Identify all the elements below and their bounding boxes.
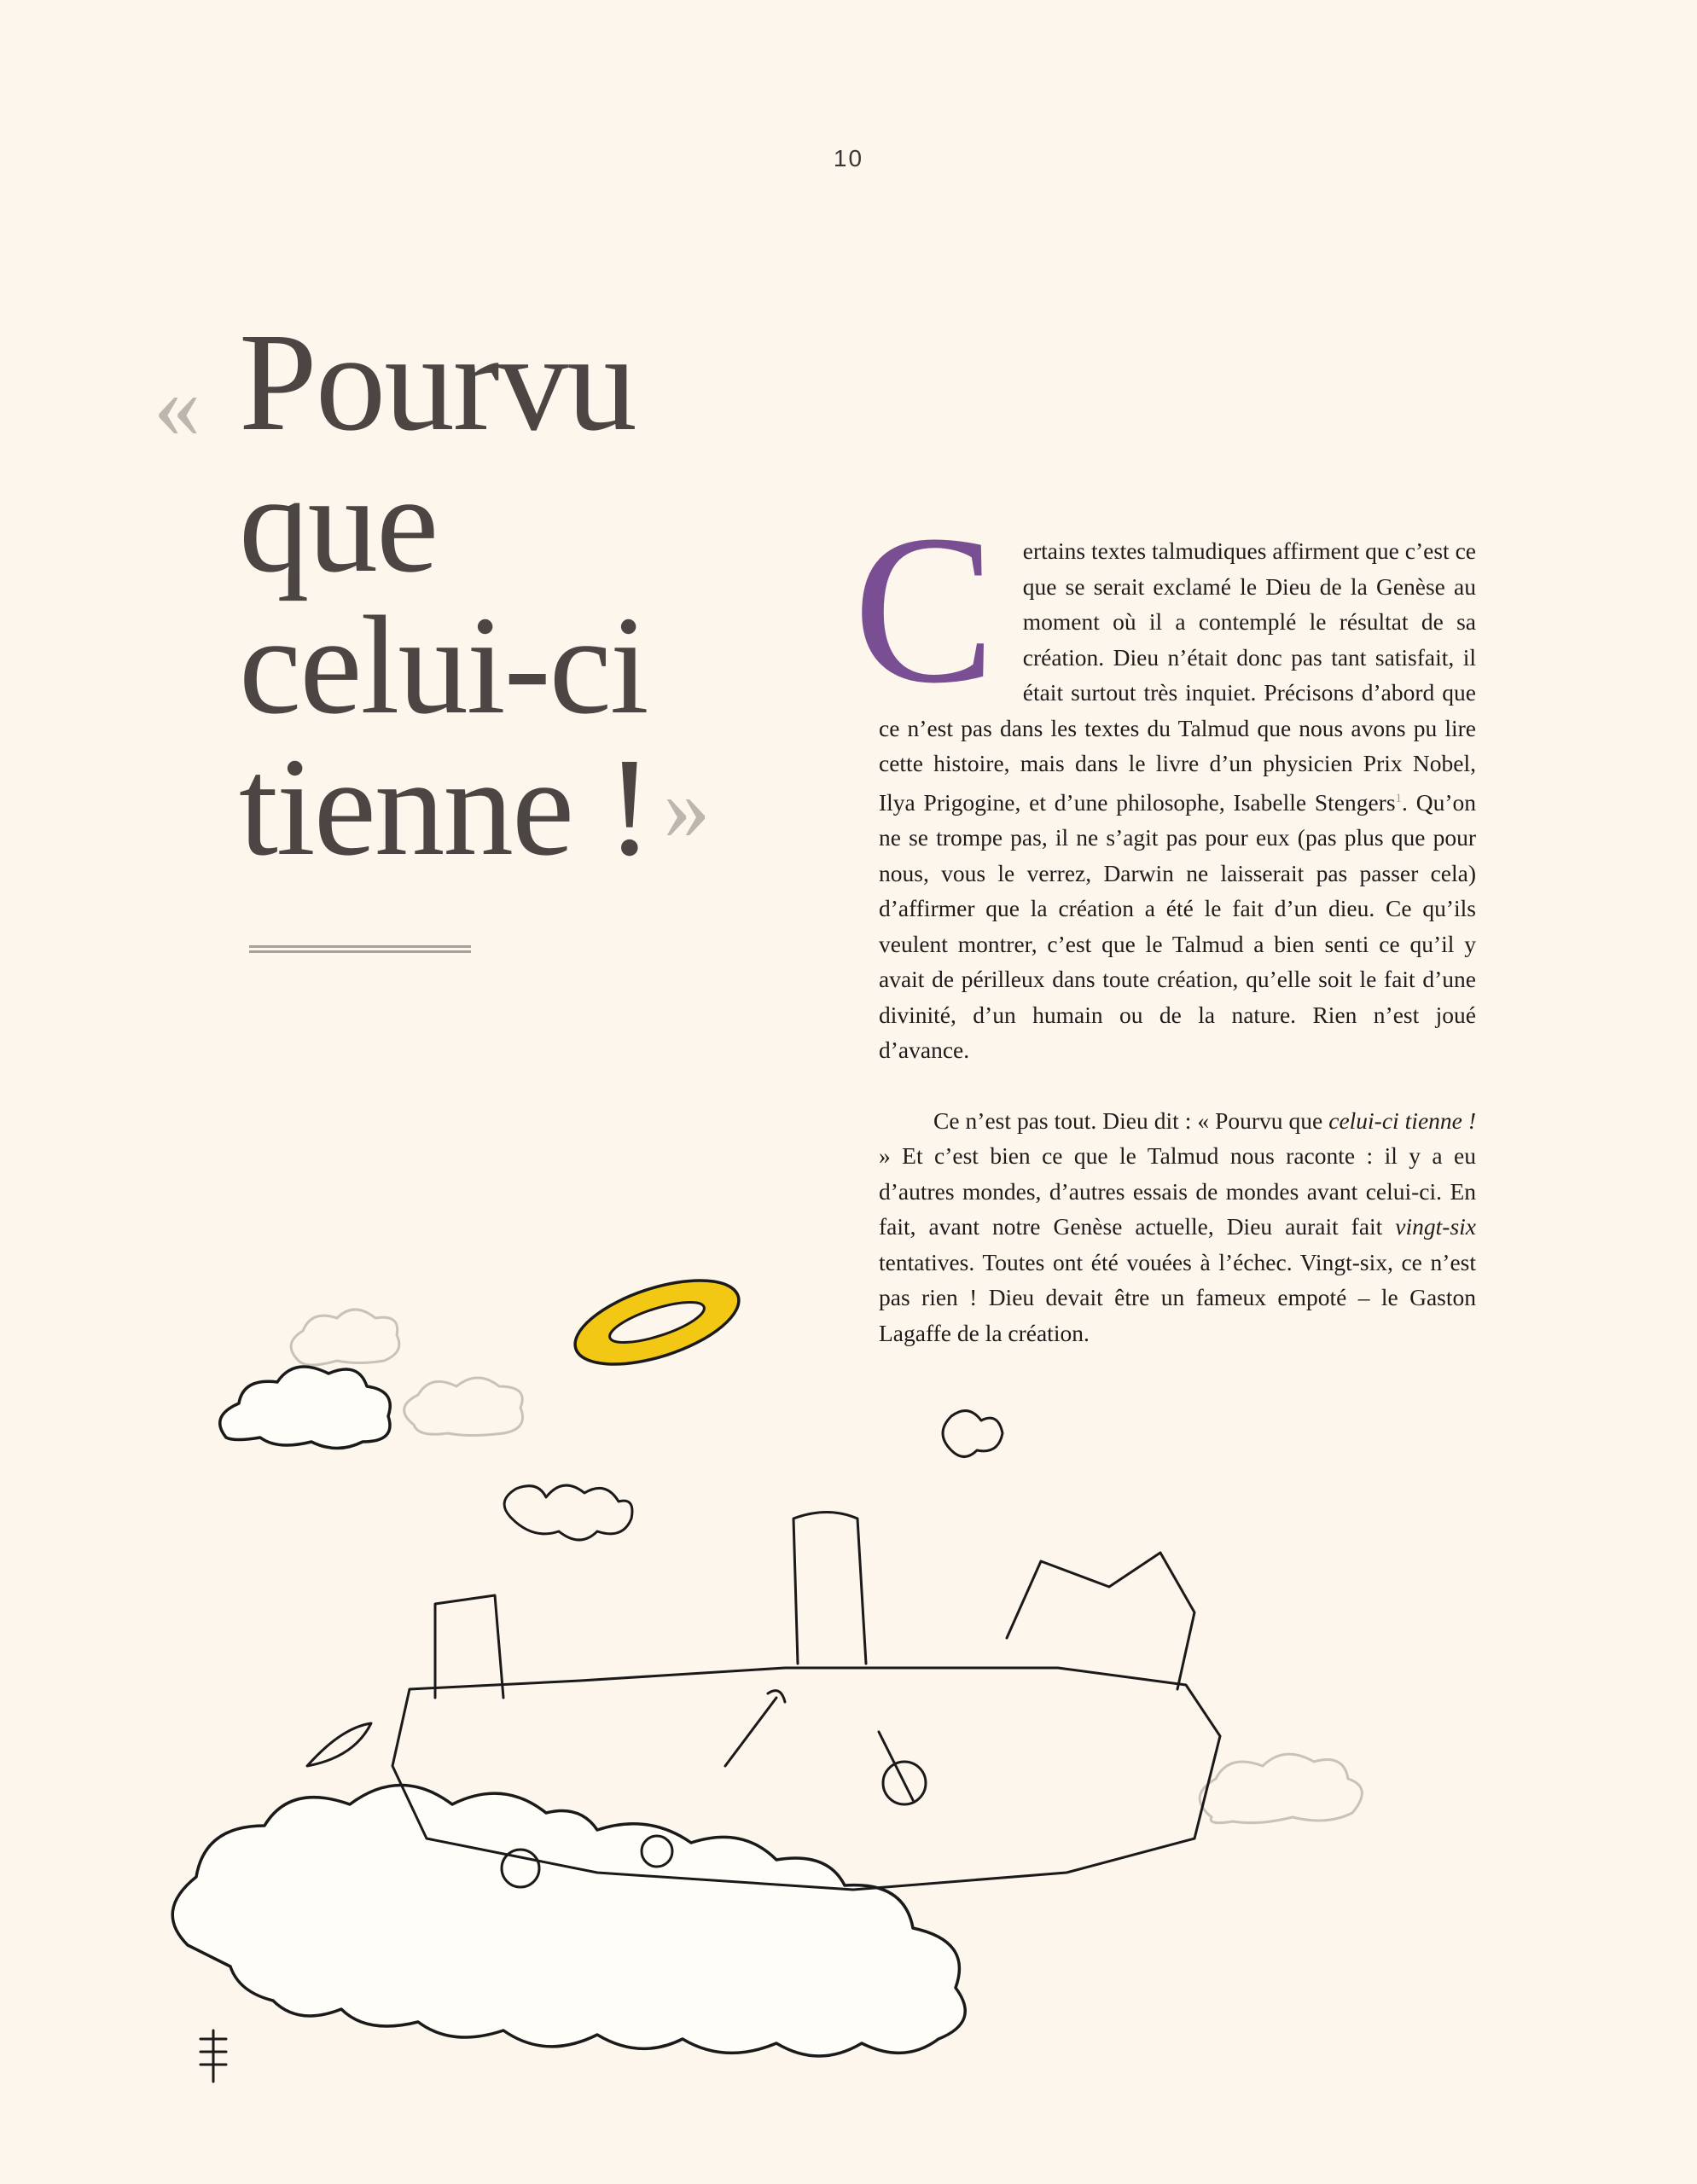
feather bbox=[307, 1723, 371, 1766]
paragraph-2-emphasis-1: celui-ci tienne ! bbox=[1328, 1107, 1477, 1134]
closing-guillemet: » bbox=[663, 755, 711, 859]
paragraph-1-lead: ertains textes talmudiques affirment que c’est ce que se serait exclamé le Dieu de la Genèse au moment où il a contemplé le résultat de sa création. Dieu n’était donc pas tant satisfait, il était surtout très inquiet. Précisons d’abord que ce n’est pas dans les textes du Talmud que nous avons pu lire cette histoire, mais dans le livre d’un physicien Prix Nobel, Ilya Prigogine, et d’une philosophe, Isabelle Stengers bbox=[879, 537, 1476, 816]
cloud-world-illustration bbox=[111, 1254, 1527, 2107]
title-line-1: Pourvu bbox=[239, 304, 636, 460]
paragraph-2-part-c: tentatives. Toutes ont été vouées à l’échec. Vingt-six, ce n’est pas rien ! Dieu devait être un fameux empoté – le Gaston Lagaffe de la création. bbox=[879, 1248, 1476, 1346]
chapter-title bbox=[154, 304, 802, 885]
footnote-reference[interactable]: 1 bbox=[1395, 791, 1403, 805]
paragraph-1-rest: . Qu’on ne se trompe pas, il ne s’agit pas pour eux (pas plus que pour nous, vous le verrez, Darwin ne laisserait pas passer cela) d’affirmer que la création a été le fait d’un dieu. Ce qu’ils veulent montrer, c’est que le Talmud a bien senti ce qu’il y avait de périlleux dans toute création, qu’elle soit le fait d’une divinité, d’un humain ou de la nature. Rien n’est joué d’avance. bbox=[879, 788, 1476, 1063]
smoke-puffs bbox=[504, 1485, 632, 1540]
paragraph-2-part-a: Ce n’est pas tout. Dieu dit : « Pourvu que bbox=[933, 1107, 1329, 1134]
title-line-2: que bbox=[239, 445, 438, 601]
flower-doodle bbox=[943, 1411, 1003, 1457]
drop-cap: C bbox=[853, 491, 996, 728]
fish-skeleton bbox=[201, 2030, 226, 2082]
pile-left-box bbox=[435, 1595, 503, 1698]
title-line-4-text: tienne ! bbox=[239, 729, 652, 885]
title-divider bbox=[249, 945, 471, 953]
title-line-4 bbox=[154, 729, 802, 885]
paragraph-1 bbox=[853, 491, 1476, 1068]
pile-tall-cylinder bbox=[793, 1513, 866, 1664]
small-cloud-left bbox=[220, 1367, 390, 1449]
pile-outline bbox=[392, 1668, 1220, 1890]
faint-cloud-1 bbox=[291, 1310, 399, 1365]
article-body bbox=[853, 491, 1477, 1350]
page-number: 10 bbox=[833, 145, 864, 171]
large-cloud bbox=[172, 1786, 965, 2057]
faint-cloud-2 bbox=[404, 1378, 523, 1436]
pile-bone-1 bbox=[725, 1691, 785, 1766]
paragraph-2-emphasis-2: vingt-six bbox=[1395, 1213, 1476, 1240]
faint-cloud-3 bbox=[1200, 1754, 1362, 1823]
paragraph-2-part-b: » Et c’est bien ce que le Talmud nous raconte : il y a eu d’autres mondes, d’autres essais de mondes avant celui-ci. En fait, avant notre Genèse actuelle, Dieu aurait fait bbox=[879, 1142, 1476, 1240]
opening-guillemet: « bbox=[154, 353, 201, 457]
title-line-3: celui-ci bbox=[239, 587, 648, 743]
